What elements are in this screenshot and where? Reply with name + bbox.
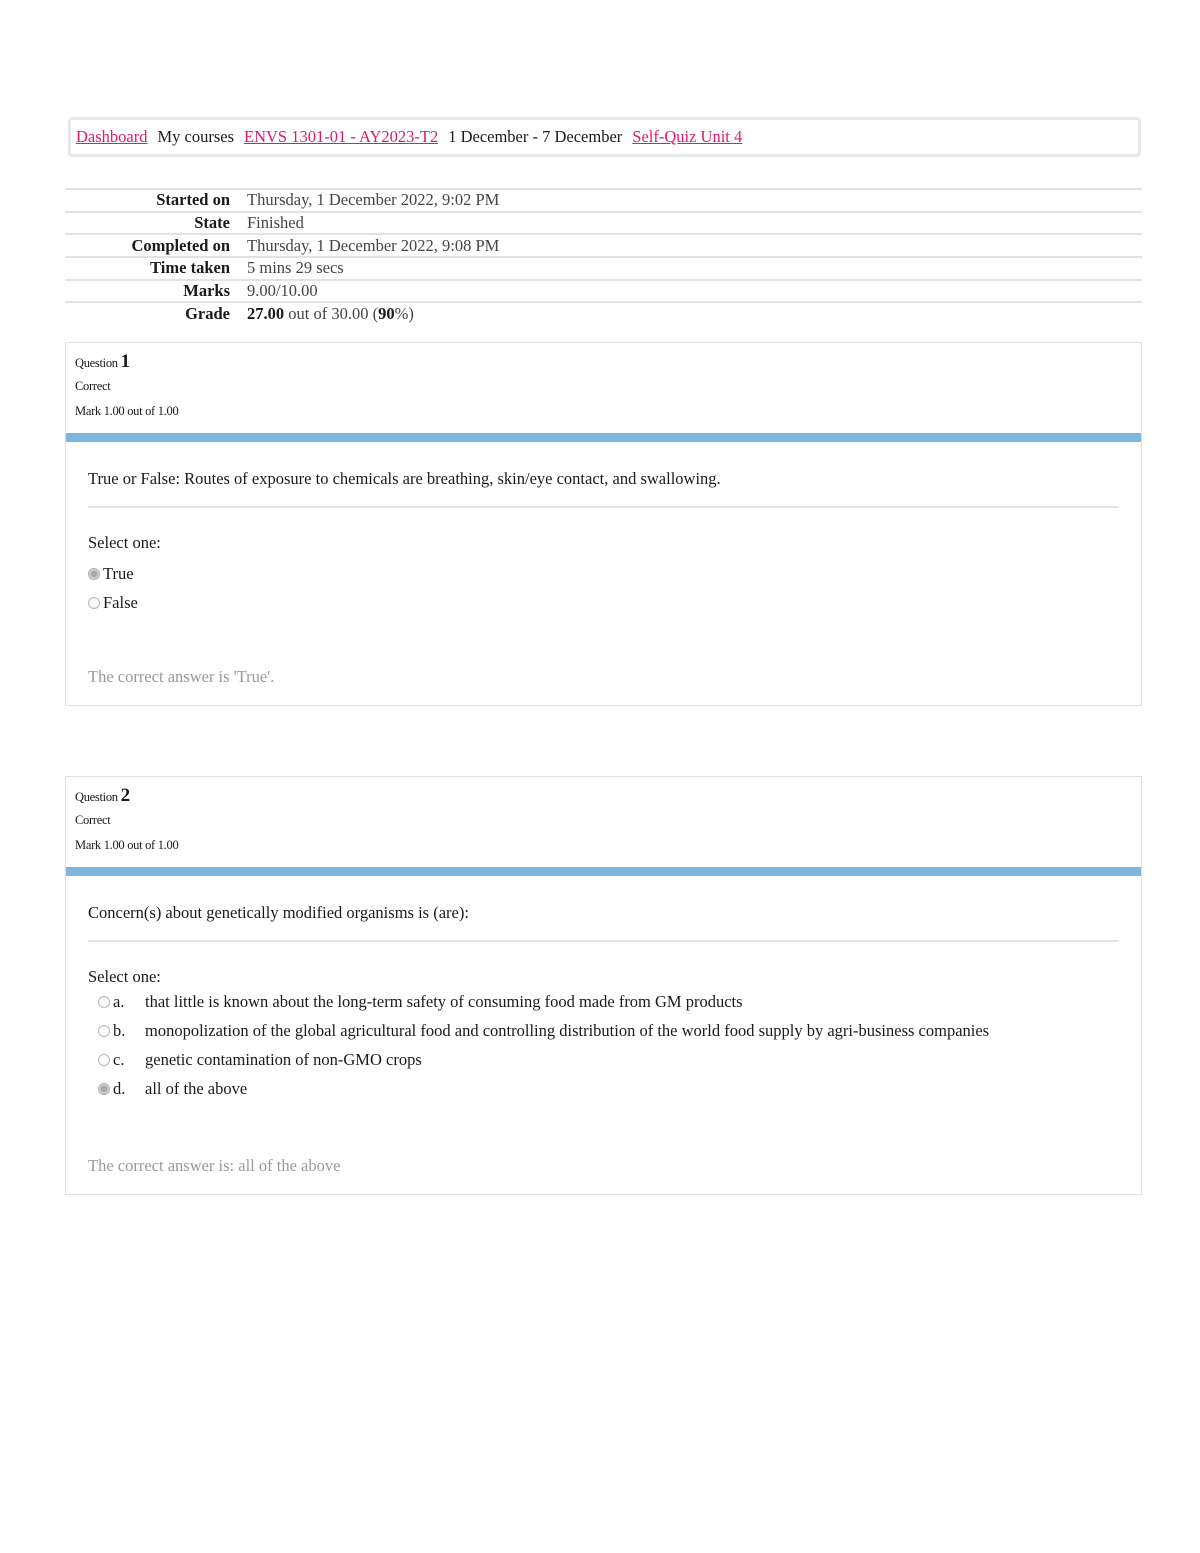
option-b[interactable] [88, 1016, 1119, 1045]
option-label: all of the above [145, 1078, 248, 1098]
question-mark: Mark 1.00 out of 1.00 [75, 838, 179, 852]
question-text: Concern(s) about genetically modified organisms is (are): [88, 876, 1119, 942]
question-label: Question [75, 790, 118, 804]
summary-value: Finished [247, 212, 1142, 235]
question-state: Correct [75, 379, 111, 393]
question-number [75, 785, 1132, 807]
option-true[interactable] [88, 559, 1119, 588]
question-number-value: 1 [120, 351, 130, 372]
breadcrumb-course-link[interactable]: ENVS 1301-01 - AY2023-T2 [244, 127, 439, 146]
answer-options [88, 559, 1119, 617]
option-a[interactable] [88, 987, 1119, 1016]
radio-unselected-icon[interactable] [98, 1025, 110, 1037]
option-letter: b. [113, 1020, 126, 1040]
question-number [75, 351, 1132, 373]
breadcrumb-quiz-link[interactable]: Self-Quiz Unit 4 [632, 127, 743, 146]
question-content [66, 876, 1141, 1138]
question-state: Correct [75, 813, 111, 827]
breadcrumb-my-courses: My courses [157, 127, 235, 146]
question-1 [65, 342, 1142, 706]
question-mark: Mark 1.00 out of 1.00 [75, 404, 179, 418]
select-one-prompt: Select one: [88, 533, 161, 552]
breadcrumb-dashboard-link[interactable]: Dashboard [76, 127, 148, 146]
option-label: genetic contamination of non-GMO crops [145, 1049, 422, 1069]
summary-row-time [65, 257, 1142, 280]
radio-selected-icon[interactable] [98, 1083, 110, 1095]
question-divider-bar [66, 433, 1141, 442]
question-text: True or False: Routes of exposure to chemicals are breathing, skin/eye contact, and swallowing. [88, 442, 1119, 508]
summary-label: Completed on [65, 234, 247, 257]
question-label: Question [75, 356, 118, 370]
radio-selected-icon[interactable] [88, 568, 100, 580]
question-content [66, 442, 1141, 649]
option-label: False [103, 592, 138, 612]
option-label: True [103, 563, 134, 583]
grade-score: 27.00 [247, 304, 285, 324]
option-d[interactable] [88, 1074, 1119, 1103]
summary-label: Grade [65, 302, 247, 325]
summary-row-started [65, 189, 1142, 212]
option-letter: c. [113, 1049, 125, 1069]
correct-answer-feedback: The correct answer is 'True'. [88, 667, 275, 686]
question-divider-bar [66, 867, 1141, 876]
question-info [66, 777, 1141, 867]
grade-percent: 90 [378, 304, 395, 324]
summary-row-completed [65, 234, 1142, 257]
option-letter: a. [113, 991, 125, 1011]
select-one-prompt: Select one: [88, 967, 161, 986]
option-false[interactable] [88, 588, 1119, 617]
radio-unselected-icon[interactable] [88, 597, 100, 609]
radio-unselected-icon[interactable] [98, 1054, 110, 1066]
breadcrumb-section: 1 December - 7 December [448, 127, 623, 146]
summary-value: 9.00/10.00 [247, 280, 1142, 303]
breadcrumb [68, 117, 1141, 157]
option-label: that little is known about the long-term safety of consuming food made from GM products [145, 991, 743, 1011]
correct-answer-feedback: The correct answer is: all of the above [88, 1156, 341, 1175]
question-2 [65, 776, 1142, 1195]
summary-label: Time taken [65, 257, 247, 280]
radio-unselected-icon[interactable] [98, 996, 110, 1008]
summary-label: State [65, 212, 247, 235]
grade-end: %) [394, 304, 414, 324]
question-number-value: 2 [120, 785, 130, 806]
summary-row-state [65, 212, 1142, 235]
summary-value: Thursday, 1 December 2022, 9:02 PM [247, 189, 1142, 212]
question-info [66, 343, 1141, 433]
summary-value: Thursday, 1 December 2022, 9:08 PM [247, 234, 1142, 257]
option-letter: d. [113, 1078, 126, 1098]
quiz-summary-table [65, 188, 1142, 325]
answer-options [88, 987, 1119, 1103]
option-c[interactable] [88, 1045, 1119, 1074]
summary-row-marks [65, 280, 1142, 303]
summary-row-grade [65, 302, 1142, 325]
summary-label: Started on [65, 189, 247, 212]
option-label: monopolization of the global agricultural food and controlling distribution of the world food supply by agri-business companies [145, 1020, 990, 1040]
summary-value: 5 mins 29 secs [247, 257, 1142, 280]
grade-mid: out of 30.00 ( [284, 304, 379, 324]
summary-value [247, 302, 1142, 325]
summary-label: Marks [65, 280, 247, 303]
